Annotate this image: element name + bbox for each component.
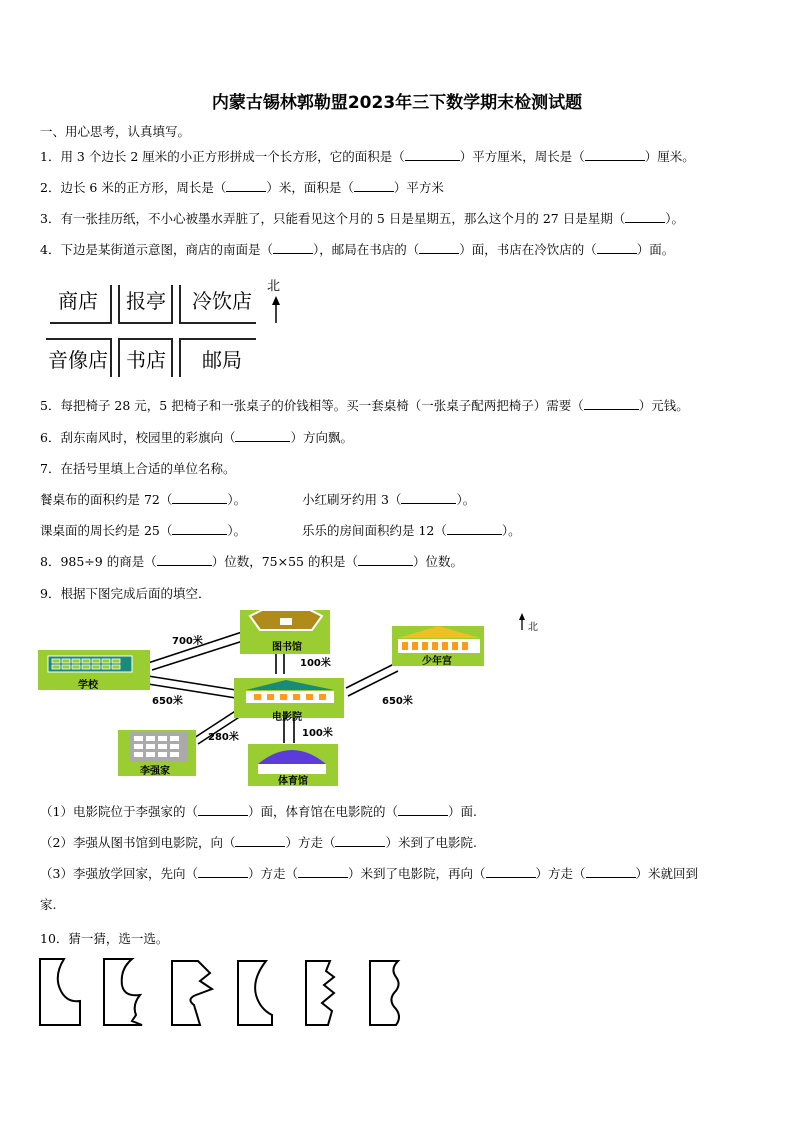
place-label: 学校 xyxy=(78,680,98,691)
question-9-part: 家. xyxy=(40,897,57,912)
north-label: 北 xyxy=(267,279,281,294)
answer-blank[interactable] xyxy=(405,148,460,161)
question-7-item: 小红刷牙约用 3（ ）。 xyxy=(302,492,476,507)
answer-blank[interactable] xyxy=(172,491,227,504)
puzzle-piece xyxy=(104,959,142,1025)
street-cell: 音像店 xyxy=(48,348,108,372)
distance-label: 280米 xyxy=(208,732,239,743)
question-10: 10．猜一猜，选一选。 xyxy=(40,931,169,946)
north-arrow-icon xyxy=(519,613,525,630)
question-9-part: （2）李强从图书馆到电影院，向（ ）方走（ ）米到了电影院. xyxy=(40,835,477,850)
street-cell: 报亭 xyxy=(126,289,166,313)
answer-blank[interactable] xyxy=(419,241,459,254)
question-1: 1．用 3 个边长 2 厘米的小正方形拼成一个长方形，它的面积是（ ）平方厘米，周长是（ ）厘米。 xyxy=(40,149,695,164)
answer-blank[interactable] xyxy=(586,865,636,878)
shape-pieces xyxy=(36,955,416,1031)
question-2: 2．边长 6 米的正方形，周长是（ ）米，面积是（ ）平方米 xyxy=(40,180,444,195)
answer-blank[interactable] xyxy=(157,553,212,566)
question-9-part: （3）李强放学回家，先向（ ）方走（ ）米到了电影院，再向（ ）方走（ ）米就回到 xyxy=(40,866,699,881)
question-3: 3．有一张挂历纸，不小心被墨水弄脏了，只能看见这个月的 5 日是星期五，那么这个月的 27 日是星期（ ）。 xyxy=(40,211,684,226)
town-map xyxy=(36,608,556,788)
question-7-item: 课桌面的周长约是 25（ ）。 xyxy=(40,523,247,538)
puzzle-piece xyxy=(172,961,212,1025)
question-9-part: （1）电影院位于李强家的（ ）面，体育馆在电影院的（ ）面. xyxy=(40,804,477,819)
answer-blank[interactable] xyxy=(401,491,456,504)
distance-label: 650米 xyxy=(152,696,183,707)
answer-blank[interactable] xyxy=(273,241,313,254)
answer-blank[interactable] xyxy=(198,803,248,816)
distance-label: 100米 xyxy=(302,728,333,739)
street-diagram xyxy=(44,275,304,387)
question-7-item: 餐桌布的面积约是 72（ ）。 xyxy=(40,492,247,507)
question-4: 4．下边是某街道示意图，商店的南面是（ ），邮局在书店的（ ）面，书店在冷饮店的（ ）面。 xyxy=(40,242,675,257)
answer-blank[interactable] xyxy=(486,865,536,878)
street-cell: 冷饮店 xyxy=(192,289,252,313)
question-5: 5．每把椅子 28 元，5 把椅子和一张桌子的价钱相等。买一套桌椅（一张桌子配两把椅子）需要（ ）元钱。 xyxy=(40,398,689,413)
answer-blank[interactable] xyxy=(172,522,227,535)
north-label: 北 xyxy=(528,622,538,633)
answer-blank[interactable] xyxy=(235,429,290,442)
answer-blank[interactable] xyxy=(358,553,413,566)
place-label: 体育馆 xyxy=(278,776,308,787)
answer-blank[interactable] xyxy=(298,865,348,878)
north-arrow-icon xyxy=(272,296,280,323)
place-label: 李强家 xyxy=(140,766,170,777)
answer-blank[interactable] xyxy=(335,834,385,847)
answer-blank[interactable] xyxy=(226,179,266,192)
question-8: 8．985÷9 的商是（ ）位数，75×55 的积是（ ）位数。 xyxy=(40,554,463,569)
question-7-item: 乐乐的房间面积约是 12（ ）。 xyxy=(302,523,521,538)
answer-blank[interactable] xyxy=(585,148,645,161)
puzzle-piece xyxy=(40,959,80,1025)
puzzle-piece xyxy=(238,961,272,1025)
place-label: 少年宫 xyxy=(422,656,452,667)
section-heading: 一、用心思考，认真填写。 xyxy=(40,124,191,139)
puzzle-piece xyxy=(370,961,399,1025)
page-title: 内蒙古锡林郭勒盟2023年三下数学期末检测试题 xyxy=(211,93,583,113)
distance-label: 650米 xyxy=(382,696,413,707)
street-cell: 商店 xyxy=(58,289,98,313)
puzzle-piece xyxy=(306,961,334,1025)
answer-blank[interactable] xyxy=(597,241,637,254)
question-9: 9．根据下图完成后面的填空． xyxy=(40,586,211,601)
distance-label: 100米 xyxy=(300,658,331,669)
answer-blank[interactable] xyxy=(584,397,639,410)
answer-blank[interactable] xyxy=(625,210,665,223)
answer-blank[interactable] xyxy=(447,522,502,535)
street-cell: 书店 xyxy=(126,348,166,372)
street-cell: 邮局 xyxy=(202,348,242,372)
answer-blank[interactable] xyxy=(235,834,285,847)
distance-label: 700米 xyxy=(172,636,203,647)
answer-blank[interactable] xyxy=(354,179,394,192)
place-label: 图书馆 xyxy=(272,642,302,653)
place-label: 电影院 xyxy=(272,712,302,723)
question-7: 7．在括号里填上合适的单位名称。 xyxy=(40,461,236,476)
answer-blank[interactable] xyxy=(398,803,448,816)
answer-blank[interactable] xyxy=(198,865,248,878)
question-6: 6．刮东南风时，校园里的彩旗向（ ）方向飘。 xyxy=(40,430,353,445)
